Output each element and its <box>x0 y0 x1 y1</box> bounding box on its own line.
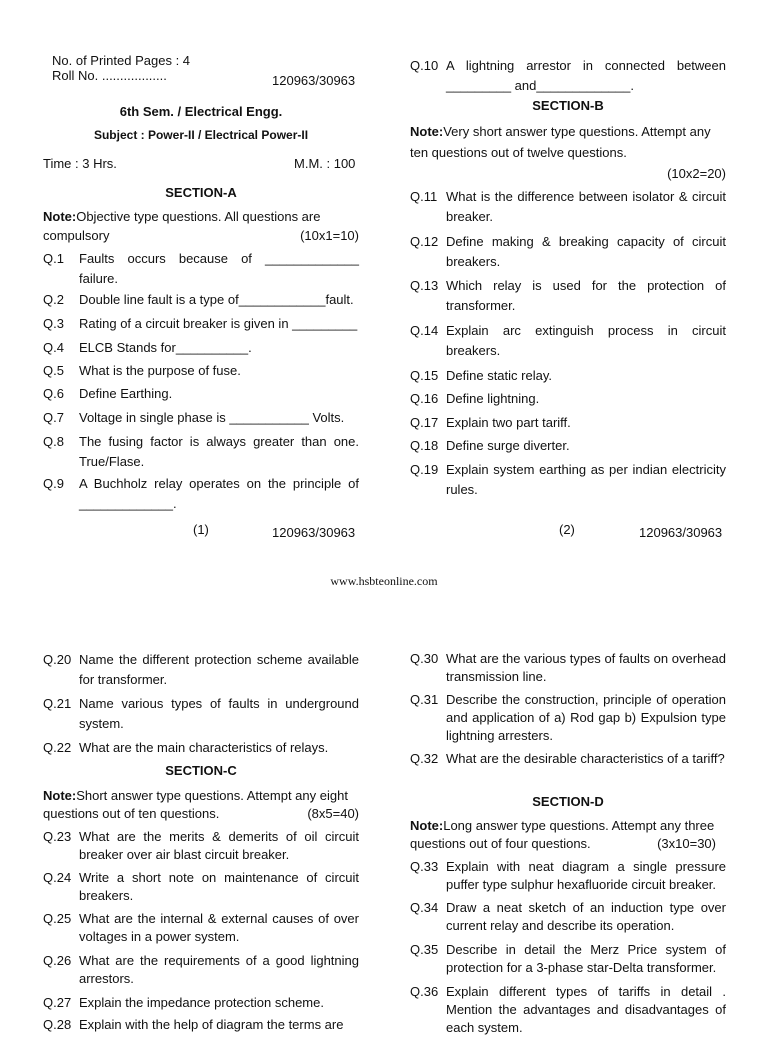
section-b-note <box>410 121 726 184</box>
question-26: Q.26 What are the requirements of a good lightning arrestors. <box>43 953 359 986</box>
note-label: Note: <box>43 788 77 803</box>
note-text: Objective type questions. All questions are compulsory <box>43 209 321 243</box>
note-label: Note: <box>410 124 444 139</box>
question-6: Q.6 Define Earthing. <box>43 386 173 401</box>
question-33: Q.33 Explain with neat diagram a single pressure puffer type sulphur hexafluoride circuit breaker. <box>410 859 726 892</box>
note-text: Long answer type questions. Attempt any three questions out of four questions. <box>410 818 715 851</box>
question-1: Q.1 Faults occurs because of _____________ failure. <box>43 251 359 286</box>
roll-number: Roll No. .................. <box>52 68 167 83</box>
question-19: Q.19 Explain system earthing as per indian electricity rules. <box>410 462 726 497</box>
note-marks: (3x10=30) <box>657 836 716 851</box>
question-15: Q.15 Define static relay. <box>410 368 552 383</box>
question-8: Q.8 The fusing factor is always greater than one. True/Flase. <box>43 434 359 469</box>
question-36: Q.36 Explain different types of tariffs in detail . Mention the advantages and disadvantages of each system. <box>410 984 726 1035</box>
section-c-note <box>43 787 359 823</box>
exam-time: Time : 3 Hrs. <box>43 156 117 171</box>
question-9: Q.9 A Buchholz relay operates on the principle of _____________. <box>43 476 359 511</box>
question-16: Q.16 Define lightning. <box>410 391 540 406</box>
question-21: Q.21 Name various types of faults in underground system. <box>43 696 359 731</box>
question-10: Q.10 A lightning arrestor in connected between _________ and_____________. <box>410 58 726 93</box>
note-marks: (10x2=20) <box>667 166 726 181</box>
question-27: Q.27 Explain the impedance protection scheme. <box>43 995 324 1010</box>
question-3: Q.3 Rating of a circuit breaker is given in _________ <box>43 316 358 331</box>
page-number: (1) <box>193 522 209 537</box>
website-watermark: www.hsbteonline.com <box>330 574 438 588</box>
question-35: Q.35 Describe in detail the Merz Price system of protection for a 3-phase star-Delta transformer. <box>410 942 726 975</box>
section-d-title: SECTION-D <box>532 794 604 809</box>
question-2: Q.2 Double line fault is a type of____________fault. <box>43 292 354 307</box>
question-5: Q.5 What is the purpose of fuse. <box>43 363 241 378</box>
note-marks: (8x5=40) <box>307 806 359 821</box>
question-30: Q.30 What are the various types of faults on overhead transmission line. <box>410 651 726 684</box>
note-text: Very short answer type questions. Attempt any ten questions out of twelve questions. <box>410 124 711 160</box>
question-34: Q.34 Draw a neat sketch of an induction type over current relay and describe its operation. <box>410 900 726 933</box>
question-7: Q.7 Voltage in single phase is ___________ Volts. <box>43 410 345 425</box>
paper-code: 120963/30963 <box>272 73 356 88</box>
note-label: Note: <box>43 209 77 224</box>
section-a-title: SECTION-A <box>165 185 237 200</box>
section-c-title: SECTION-C <box>165 763 237 778</box>
question-23: Q.23 What are the merits & demerits of oil circuit breaker over air blast circuit breaker. <box>43 829 359 862</box>
note-text: Short answer type questions. Attempt any eight questions out of ten questions. <box>43 788 348 821</box>
question-12: Q.12 Define making & breaking capacity of circuit breakers. <box>410 234 726 269</box>
subject-title: Subject : Power-II / Electrical Power-II <box>93 128 309 142</box>
question-32: Q.32 What are the desirable characteristics of a tariff? <box>410 751 725 766</box>
question-14: Q.14 Explain arc extinguish process in circuit breakers. <box>410 323 726 358</box>
question-22: Q.22 What are the main characteristics of relays. <box>43 740 329 755</box>
question-4: Q.4 ELCB Stands for__________. <box>43 340 252 355</box>
question-20: Q.20 Name the different protection scheme available for transformer. <box>43 652 359 687</box>
semester-title: 6th Sem. / Electrical Engg. <box>119 104 283 119</box>
question-13: Q.13 Which relay is used for the protection of transformer. <box>410 278 726 313</box>
footer-code: 120963/30963 <box>272 525 356 540</box>
note-marks: (10x1=10) <box>300 228 359 243</box>
max-marks: M.M. : 100 <box>294 156 356 171</box>
note-label: Note: <box>410 818 444 833</box>
section-d-note <box>410 817 726 853</box>
question-17: Q.17 Explain two part tariff. <box>410 415 571 430</box>
question-25: Q.25 What are the internal & external causes of over voltages in a power system. <box>43 911 359 944</box>
section-b-title: SECTION-B <box>532 98 604 113</box>
question-28: Q.28 Explain with the help of diagram the terms are <box>43 1017 344 1032</box>
footer-code: 120963/30963 <box>639 525 723 540</box>
page-number: (2) <box>559 522 575 537</box>
exam-pages-3-4 <box>0 636 768 1035</box>
printed-pages: No. of Printed Pages : 4 <box>52 53 191 68</box>
question-24: Q.24 Write a short note on maintenance of circuit breakers. <box>43 870 359 903</box>
question-31: Q.31 Describe the construction, principle of operation and application of a) Rod gap b) Expulsion type lightning arresters. <box>410 692 726 743</box>
question-11: Q.11 What is the difference between isolator & circuit breaker. <box>410 189 726 224</box>
section-a-note <box>43 207 359 245</box>
question-18: Q.18 Define surge diverter. <box>410 438 570 453</box>
